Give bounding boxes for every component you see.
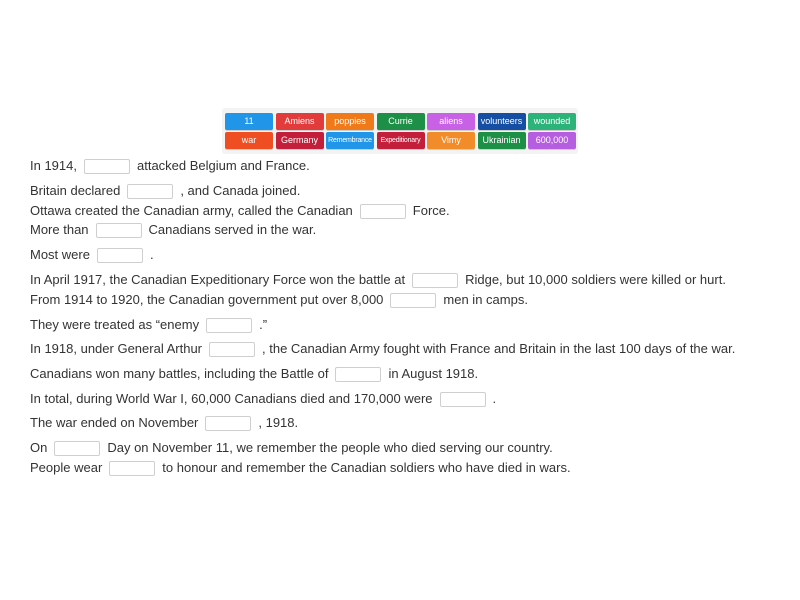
sentence-text-before: From 1914 to 1920, the Canadian government put over 8,000 (30, 292, 384, 307)
sentence-text-before: More than (30, 222, 89, 237)
word-tile[interactable]: Germany (276, 132, 324, 149)
sentence-text-after: , and Canada joined. (180, 183, 301, 198)
sentence-text-after: Day on November 11, we remember the people who died serving our country. (107, 440, 553, 455)
sentence-text-before: Britain declared (30, 183, 121, 198)
sentence-text-after: to honour and remember the Canadian soldiers who have died in wars. (162, 460, 571, 475)
answer-blank[interactable] (54, 441, 100, 456)
sentence-line (30, 246, 154, 264)
word-tile[interactable]: wounded (528, 113, 576, 130)
answer-blank[interactable] (440, 392, 486, 407)
sentence-text-after: in August 1918. (388, 366, 479, 381)
sentence-line (30, 459, 571, 477)
sentence-line (30, 221, 316, 239)
word-tile[interactable]: 600,000 (528, 132, 576, 149)
sentence-text-after: Ridge, but 10,000 soldiers were killed or hurt. (465, 272, 726, 287)
answer-blank[interactable] (206, 318, 252, 333)
word-tile[interactable]: war (225, 132, 273, 149)
sentence-text-before: Ottawa created the Canadian army, called the Canadian (30, 203, 353, 218)
word-tile[interactable]: Currie (377, 113, 425, 130)
sentence-text-before: In 1918, under General Arthur (30, 341, 203, 356)
sentence-text-after: . (149, 247, 154, 262)
sentence-text-before: In 1914, (30, 158, 77, 173)
word-tile[interactable]: 11 (225, 113, 273, 130)
word-tile[interactable]: Remembrance (326, 132, 374, 149)
sentence-line (30, 271, 726, 289)
sentence-text-before: In April 1917, the Canadian Expeditionary Force won the battle at (30, 272, 406, 287)
answer-blank[interactable] (412, 273, 458, 288)
sentence-line (30, 157, 310, 175)
sentence-text-after: Force. (412, 203, 450, 218)
word-bank (222, 108, 578, 154)
word-tile[interactable]: Ukrainian (478, 132, 526, 149)
answer-blank[interactable] (205, 416, 251, 431)
answer-blank[interactable] (390, 293, 436, 308)
sentence-text-before: The war ended on November (30, 415, 199, 430)
answer-blank[interactable] (109, 461, 155, 476)
sentence-line (30, 439, 553, 457)
word-tile[interactable]: poppies (326, 113, 374, 130)
sentence-line (30, 182, 300, 200)
answer-blank[interactable] (96, 223, 142, 238)
word-tile[interactable]: Vimy (427, 132, 475, 149)
answer-blank[interactable] (335, 367, 381, 382)
answer-blank[interactable] (84, 159, 130, 174)
sentence-line (30, 390, 496, 408)
sentence-line (30, 202, 450, 220)
word-tile[interactable]: volunteers (478, 113, 526, 130)
sentence-text-after: men in camps. (443, 292, 528, 307)
word-tile[interactable]: Amiens (276, 113, 324, 130)
sentence-text-after: . (492, 391, 497, 406)
sentence-line (30, 340, 735, 358)
sentence-text-before: They were treated as “enemy (30, 317, 200, 332)
word-tile[interactable]: aliens (427, 113, 475, 130)
sentence-text-after: attacked Belgium and France. (137, 158, 310, 173)
sentence-text-before: In total, during World War I, 60,000 Canadians died and 170,000 were (30, 391, 433, 406)
sentence-text-before: Canadians won many battles, including the Battle of (30, 366, 329, 381)
answer-blank[interactable] (209, 342, 255, 357)
sentence-text-after: .” (259, 317, 268, 332)
sentence-text-before: On (30, 440, 48, 455)
answer-blank[interactable] (97, 248, 143, 263)
answer-blank[interactable] (127, 184, 173, 199)
sentence-line (30, 365, 478, 383)
sentence-line (30, 291, 528, 309)
sentence-text-after: , 1918. (258, 415, 299, 430)
word-tile[interactable]: Expeditionary (377, 132, 425, 149)
sentence-text-before: People wear (30, 460, 103, 475)
sentence-line (30, 316, 267, 334)
sentence-text-after: Canadians served in the war. (148, 222, 317, 237)
sentence-line (30, 414, 298, 432)
sentence-text-after: , the Canadian Army fought with France and Britain in the last 100 days of the war. (262, 341, 736, 356)
sentence-text-before: Most were (30, 247, 90, 262)
answer-blank[interactable] (360, 204, 406, 219)
